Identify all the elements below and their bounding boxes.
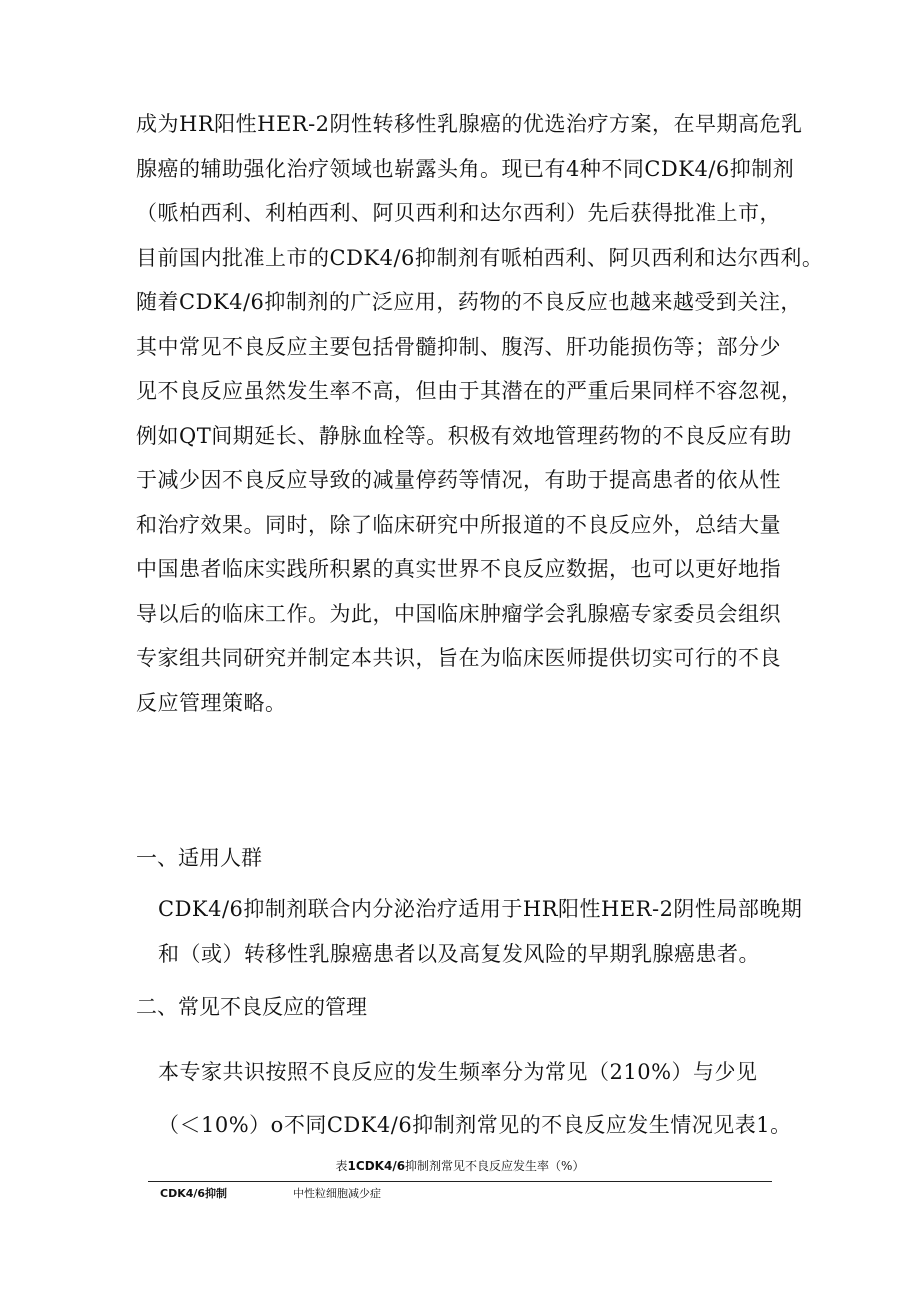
intro-line: 成为HR阳性HER-2阴性转移性乳腺癌的优选治疗方案，在早期高危乳: [136, 112, 803, 136]
intro-line: 例如QT间期延长、静脉血栓等。积极有效地管理药物的不良反应有助: [136, 423, 792, 448]
table-caption-title: 抑制剂常见不良反应发生率（%）: [405, 1159, 585, 1173]
intro-line: （哌柏西利、利柏西利、阿贝西利和达尔西利）先后获得批准上市，: [136, 201, 781, 225]
table-caption-number: 1CDK4/6: [347, 1159, 406, 1173]
common-adverse-reactions-line: 本专家共识按照不良反应的发生频率分为常见（210%）与少见: [158, 1060, 758, 1084]
intro-line: 目前国内批准上市的CDK4/6抑制剂有哌柏西利、阿贝西利和达尔西利。: [136, 245, 824, 270]
section-heading-applicable-population: 一、适用人群: [136, 846, 262, 870]
table-header-neutropenia: 中性粒细胞减少症: [293, 1187, 381, 1200]
applicable-population-paragraph: [158, 887, 818, 976]
intro-line: 中国患者临床实践所积累的真实世界不良反应数据，也可以更好地指: [136, 557, 781, 581]
intro-line: 其中常见不良反应主要包括骨髓抑制、腹泻、肝功能损伤等；部分少: [136, 334, 781, 359]
intro-paragraph: [136, 102, 824, 725]
common-adverse-reactions-line: （＜10%）o不同CDK4/6抑制剂常见的不良反应发生情况见表1。: [158, 1113, 792, 1137]
intro-line: 和治疗效果。同时，除了临床研究中所报道的不良反应外，总结大量: [136, 512, 781, 537]
section-heading-common-adverse-reactions: 二、常见不良反应的管理: [136, 995, 367, 1019]
intro-line: 见不良反应虽然发生率不高，但由于其潜在的严重后果同样不容忽视，: [136, 379, 803, 403]
applicable-population-line: CDK4/6抑制剂联合内分泌治疗适用于HR阳性HER-2阴性局部晚期: [158, 897, 803, 921]
intro-line: 腺癌的辅助强化治疗领域也崭露头角。现已有4种不同CDK4/6抑制剂: [136, 156, 795, 181]
table-caption-prefix: 表: [335, 1159, 348, 1173]
table-header-drug: CDK4/6抑制: [160, 1187, 228, 1200]
intro-line: 随着CDK4/6抑制剂的广泛应用，药物的不良反应也越来越受到关注，: [136, 290, 802, 314]
intro-line: 导以后的临床工作。为此，中国临床肿瘤学会乳腺癌专家委员会组织: [136, 601, 781, 626]
table-caption: [0, 1158, 920, 1174]
applicable-population-line: 和（或）转移性乳腺癌患者以及高复发风险的早期乳腺癌患者。: [158, 941, 760, 966]
intro-line: 于减少因不良反应导致的减量停药等情况，有助于提高患者的依从性: [136, 468, 781, 492]
intro-line: 专家组共同研究并制定本共识，旨在为临床医师提供切实可行的不良: [136, 646, 781, 670]
intro-line: 反应管理策略。: [136, 690, 287, 715]
table-top-rule: [148, 1181, 772, 1182]
common-adverse-reactions-paragraph: [158, 1046, 818, 1152]
